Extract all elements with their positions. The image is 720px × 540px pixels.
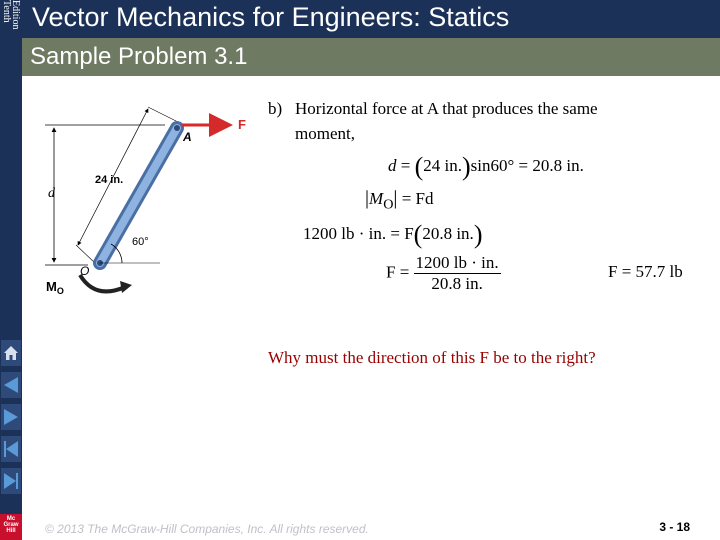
edition-line1: Tenth (1, 0, 12, 23)
eq1-length: 24 in. (423, 156, 462, 175)
previous-icon[interactable] (1, 372, 21, 398)
next-icon[interactable] (1, 404, 21, 430)
eq4-lhs: F = (386, 262, 410, 282)
eq3-paren-value: 20.8 in. (422, 224, 474, 243)
eq2-subscript: O (383, 196, 394, 213)
eq1-lhs: d (388, 156, 397, 175)
title-bar (0, 0, 720, 38)
first-icon[interactable] (1, 436, 21, 462)
moment-arrowhead (120, 281, 132, 293)
slide-title: Sample Problem 3.1 (30, 43, 248, 70)
question-text: Why must the direction of this F be to the right? (268, 348, 596, 367)
home-icon[interactable] (1, 340, 21, 366)
edition-line2: Edition (10, 0, 21, 30)
equation-moment: $|M_O| = Fd$ (365, 187, 434, 213)
point-a-label: A (183, 130, 192, 144)
eq3-lhs: 1200 lb · in. = F (303, 224, 414, 243)
logo-line1: Mc (6, 516, 16, 522)
lever-diagram (40, 95, 255, 305)
eq2-rhs: = Fd (401, 189, 434, 208)
statement-line2: moment, (295, 124, 355, 143)
copyright-notice: © 2013 The McGraw-Hill Companies, Inc. All rights reserved. (45, 522, 369, 536)
eq2-lhs: M (369, 189, 384, 208)
statement-line1: Horizontal force at A that produces the same (295, 99, 598, 118)
page-number: 3 - 18 (659, 520, 690, 534)
length-extension-bottom (76, 245, 95, 263)
angle-label: 60° (132, 236, 149, 248)
equation-substitution: 1200 lb · in. = F(20.8 in.) (303, 220, 483, 249)
part-label: b) (268, 99, 283, 118)
slide-title-bar (22, 38, 720, 76)
logo-line3: Hill (6, 528, 16, 534)
moment-label: $M_O$ (46, 279, 64, 296)
equation-d: d = (24 in.)sin60° = 20.8 in. (388, 152, 584, 181)
book-title: Vector Mechanics for Engineers: Statics (32, 2, 510, 32)
eq4-fraction (414, 253, 501, 294)
edition-label (0, 0, 22, 38)
length-extension-top (148, 107, 180, 123)
navigation-bar (0, 38, 22, 540)
force-result: F = 57.7 lb (608, 262, 683, 281)
last-icon[interactable] (1, 468, 21, 494)
length-label: 24 in. (95, 174, 124, 186)
eq1-equals: = (396, 156, 415, 175)
eq4-denominator: 20.8 in. (431, 274, 483, 293)
publisher-logo (0, 514, 22, 540)
eq4-numerator: 1200 lb · in. (415, 253, 499, 272)
eq1-result: sin60° = 20.8 in. (470, 156, 584, 175)
pin-a (174, 125, 180, 131)
force-label: F (238, 117, 246, 132)
d-label: d (48, 186, 55, 201)
equation-force (386, 253, 501, 294)
point-o-label: O (80, 264, 90, 278)
logo-line2: Graw (3, 522, 19, 528)
problem-statement (268, 96, 688, 146)
